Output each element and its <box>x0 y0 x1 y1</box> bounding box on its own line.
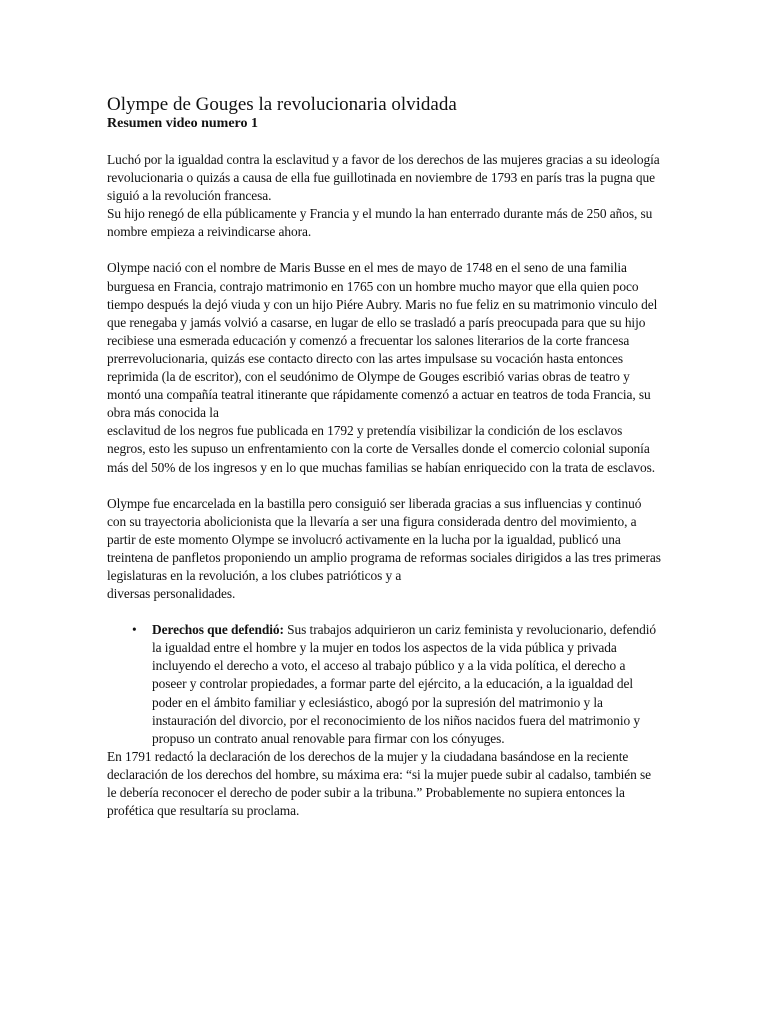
spacer <box>107 241 663 259</box>
spacer <box>107 603 663 621</box>
bullet-list-item <box>107 621 663 748</box>
paragraph-personalities: diversas personalidades. <box>107 586 236 602</box>
paragraph-slavery: esclavitud de los negros fue publicada en 1792 y pretendía visibilizar la condición de los esclavos negros, esto les supuso un enfrentamiento con la corte de Versalles donde el comercio colonial suponía más del 50% de los ingresos y en lo que muchas familias se habían enriquecido con la trata de esclavos. <box>107 423 656 475</box>
paragraph-declaration: En 1791 redactó la declaración de los derechos de la mujer y la ciudadana basándose en la reciente declaración de los derechos del hombre, su máxima era: “si la mujer puede subir al cadalso, también se le debería reconocer el derecho de poder subir a la tribuna.” Probablemente no supiera entonces la <box>107 748 652 800</box>
paragraph-prophetic: profética que resultaría su proclama. <box>107 803 300 819</box>
document-title: Olympe de Gouges la revolucionaria olvidada <box>107 94 457 115</box>
paragraph-intro: Luchó por la igualdad contra la esclavitud y a favor de los derechos de las mujeres gracias a su ideología revolucionaria o quizás a causa de ella fue guillotinada en noviembre de 1793 en parís tras la pugna que siguió a la revolución francesa. <box>107 152 660 204</box>
bullet-icon: • <box>132 622 137 638</box>
bullet-text: Sus trabajos adquirieron un cariz feminista y revolucionario, defendió la igualdad entre el hombre y la mujer en todos los aspectos de la vida pública y privada incluyendo el derecho a voto, el acceso al trabajo público y a la vida política, el derecho a poseer y controlar propiedades, a formar parte del ejército, a la educación, a la igualdad del poder en el ámbito familiar y eclesiástico, abogó por la supresión del matrimonio y la instauración del divorcio, por el reconocimiento de los niños nacidos fuera del matrimonio y propuso un contrato anual renovable para firmar con los cónyuges. <box>152 622 657 746</box>
paragraph-biography: Olympe nació con el nombre de Maris Busse en el mes de mayo de 1748 en el seno de una familia burguesa en Francia, contrajo matrimonio en 1765 con un hombre mucho mayor que ella quien poco tiempo después la dejó viuda y con un hijo Piére Aubry. Maris no fue feliz en su matrimonio vinculo del que renegaba y jamás volvió a casarse, en lugar de ello se trasladó a parís preocupada para que su hijo recibiese una esmerada educación y comenzó a frecuentar los salones literarios de la corte francesa prerrevolucionaria, quizás ese contacto directo con las artes impulsase su vocación hasta entonces reprimida (la de escritor), con el seudónimo de Olympe de Gouges escribió varias obras de teatro y montó una compañía teatral itinerante que rápidamente comenzó a actuar en teatros de toda Francia, su obra más conocida la <box>107 260 658 421</box>
paragraph-son: Su hijo renegó de ella públicamente y Francia y el mundo la han enterrado durante más de 250 años, su nombre empieza a reivindicarse ahora. <box>107 206 653 240</box>
paragraph-bastille: Olympe fue encarcelada en la bastilla pero consiguió ser liberada gracias a sus influencias y continuó con su trayectoria abolicionista que la llevaría a ser una figura considerada dentro del movimiento, a partir de este momento Olympe se involucró activamente en la lucha por la igualdad, publicó una treintena de panfletos proponiendo un amplio programa de reformas sociales dirigidos a las tres primeras legislaturas en la revolución, a los clubes patrióticos y a <box>107 495 661 583</box>
document-subtitle: Resumen video numero 1 <box>107 116 259 131</box>
bullet-label: Derechos que defendió: <box>152 622 284 638</box>
spacer <box>107 477 663 495</box>
document-page <box>107 94 663 820</box>
bullet-content <box>152 621 663 748</box>
